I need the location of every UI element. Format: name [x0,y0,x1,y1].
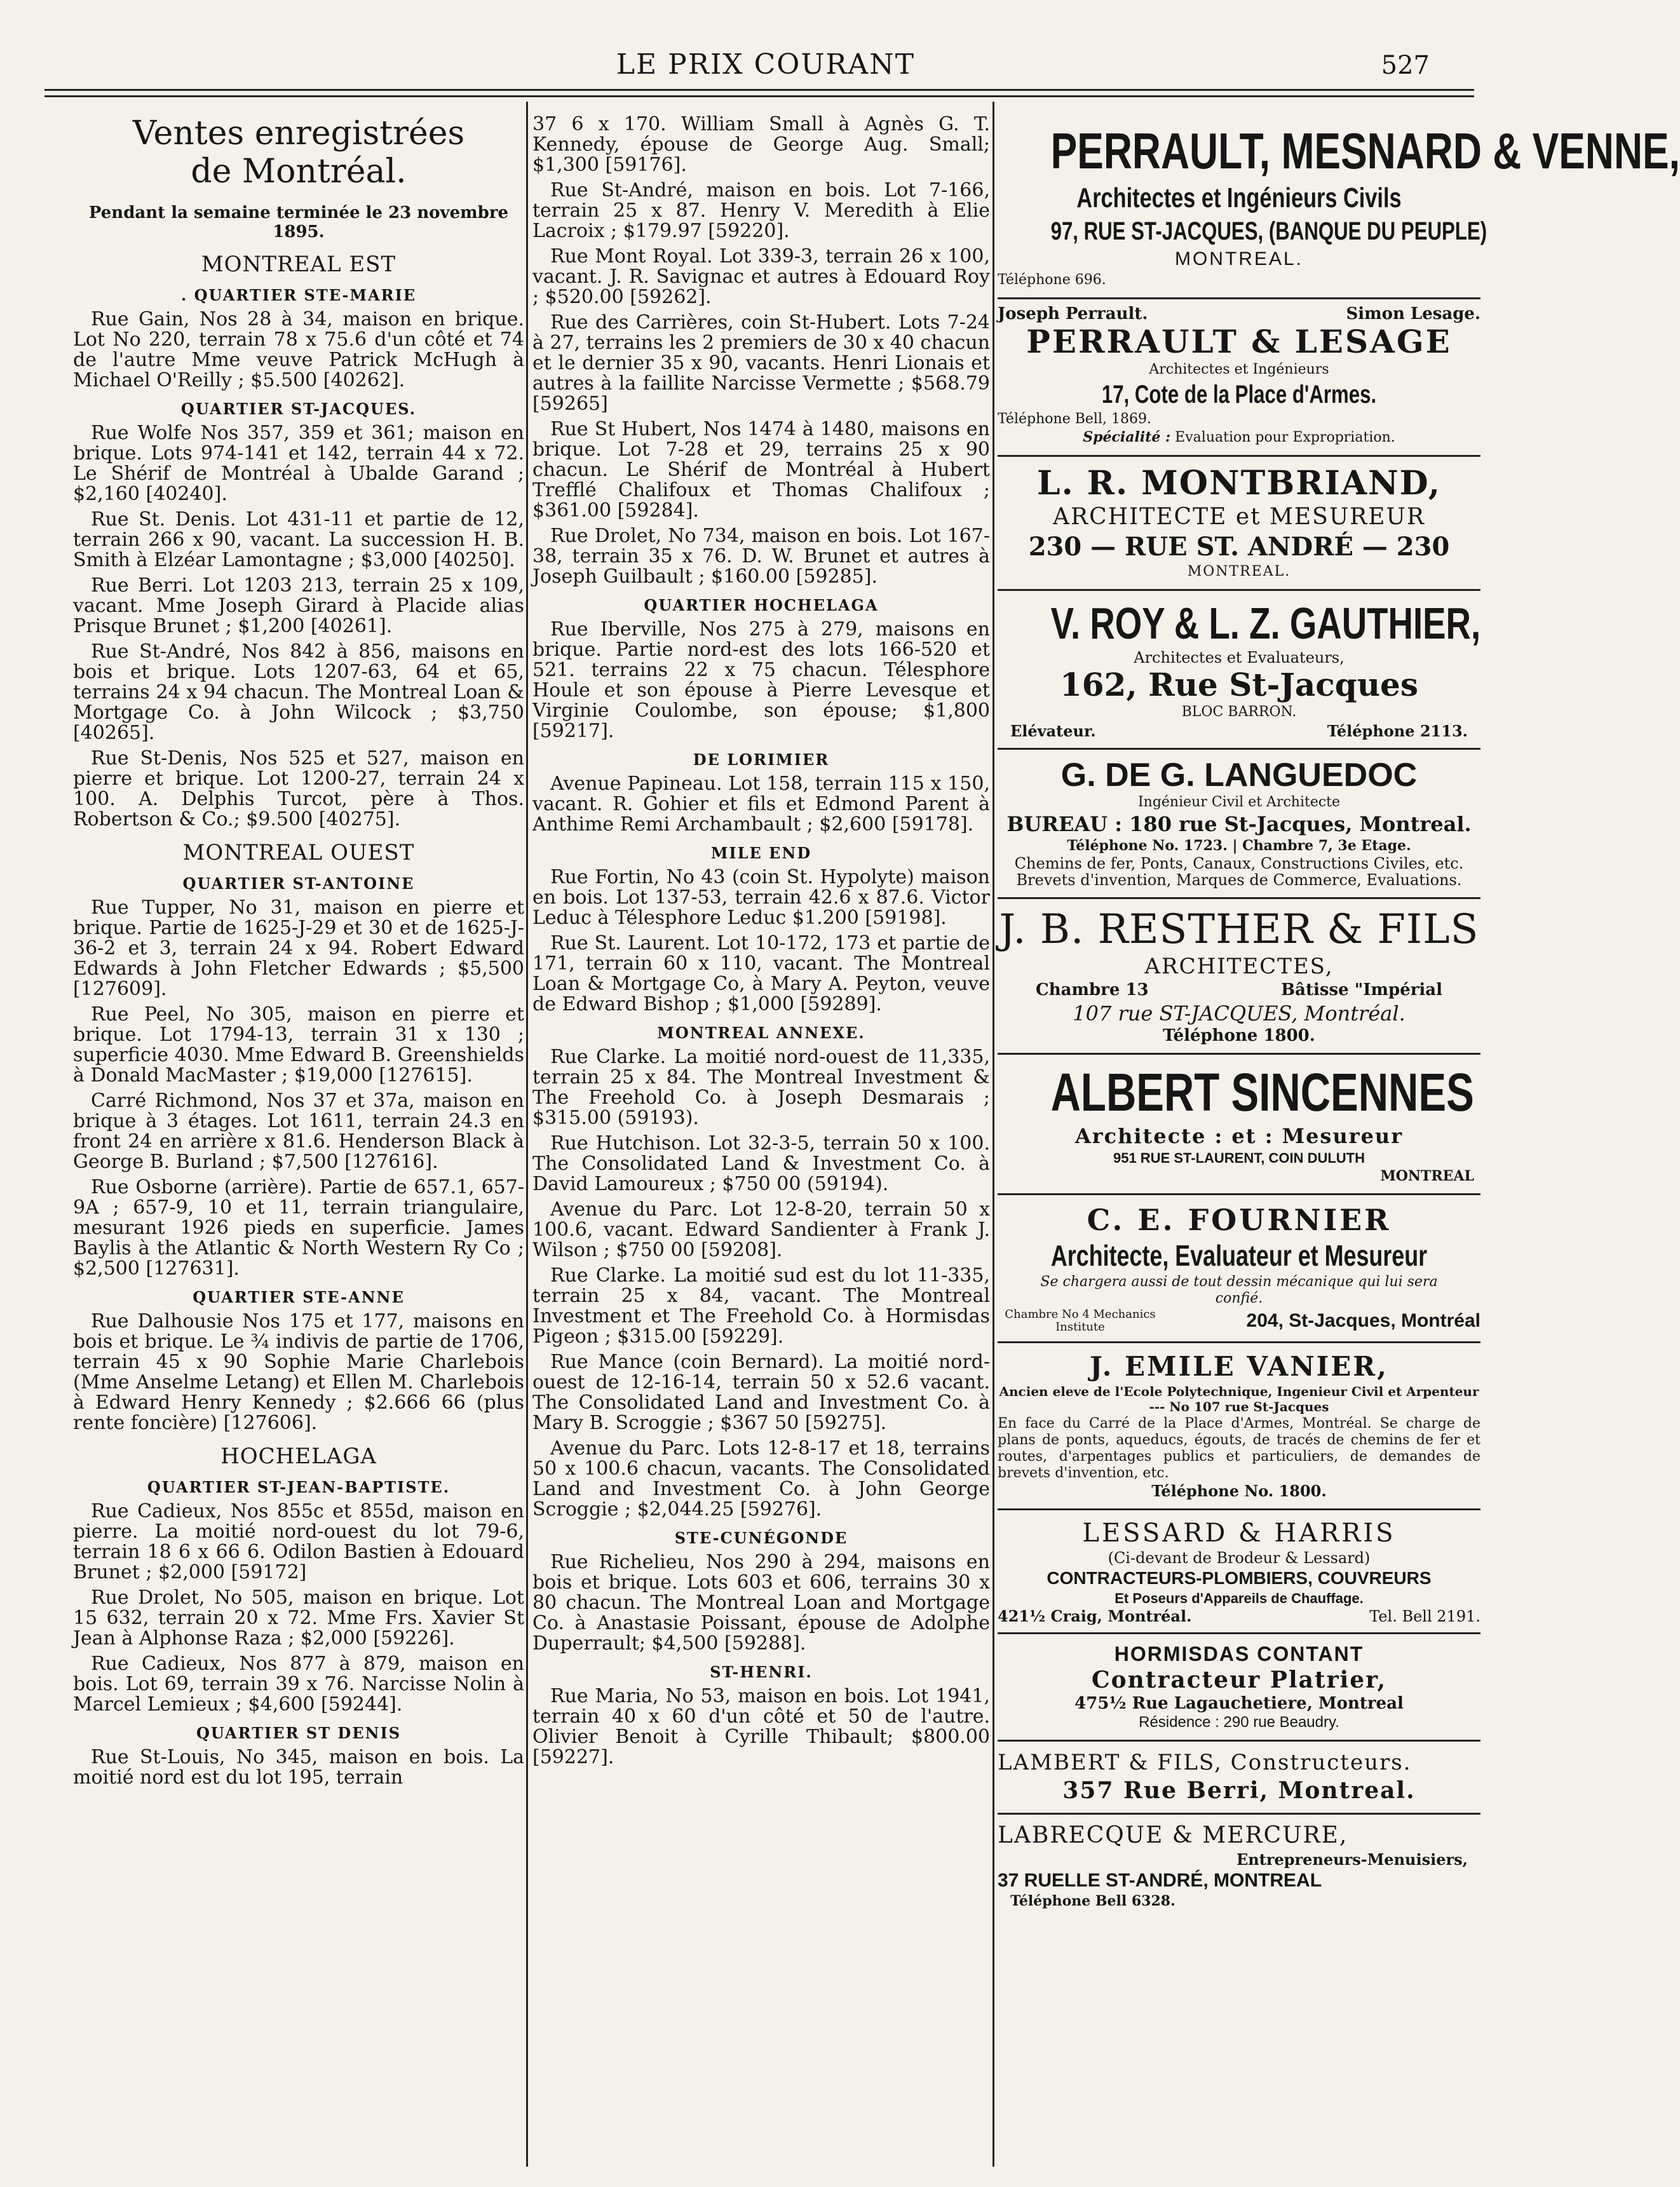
ad-address: 204, St-Jacques, Montréal [1246,1310,1480,1331]
ad-specialty: Evaluation pour Expropriation. [1175,430,1395,445]
ad-address: 951 RUE ST-LAURENT, COIN DULUTH [1113,1150,1365,1166]
ad-resther [998,899,1480,1055]
sale-listing: Rue St. Denis. Lot 431-11 et partie de 12, terrain 266 x 90, vacant. La succession H. B. Smith à Elzéar Lamontagne ; $3,000 [40250]. [73,508,524,571]
ad-elevator: Elévateur. [1010,722,1096,740]
ad-subtitle: Architectes et Ingénieurs Civils [1076,182,1402,213]
ad-city: MONTREAL [1380,1168,1474,1184]
sale-listing: Rue St-Louis, No 345, maison en bois. La moitié nord est du lot 195, terrain [73,1746,524,1789]
section-title-line1: Ventes enregistrées [132,114,465,152]
ad-subtitle-2: Et Poseurs d'Appareils de Chauffage. [1114,1590,1364,1606]
quarter-heading: DE LORIMIER [693,750,830,769]
ad-telephone: Téléphone No. 1723. | Chambre 7, 3e Etage. [1067,837,1411,854]
ad-name: ALBERT SINCENNES [1050,1062,1474,1122]
ad-address: 37 RUELLE ST-ANDRÉ, MONTREAL [998,1870,1322,1891]
ad-contant [998,1634,1480,1742]
quarter-heading: QUARTIER ST-JACQUES. [180,400,417,418]
ad-name: C. E. FOURNIER [1087,1203,1392,1237]
column-2 [532,114,990,2173]
ad-perrault-lesage [998,299,1480,457]
ad-residence: Résidence : 290 rue Beaudry. [1139,1714,1339,1731]
ad-name: LABRECQUE & MERCURE, [998,1822,1348,1848]
ad-lambert [998,1742,1480,1815]
sale-listing: Rue Mance (coin Bernard). La moitié nord-ouest de 12-16-14, terrain 50 x 52.6 vacant. The Consolidated Land and Investment Co. à Mary B. Scroggie ; $367 50 [59275]. [532,1351,990,1434]
ad-labrecque-mercure [998,1815,1480,1918]
ad-address: 421½ Craig, Montréal. [998,1607,1192,1625]
ad-partner-left: Joseph Perrault. [998,304,1148,323]
ad-name: LAMBERT & FILS, Constructeurs. [998,1750,1412,1775]
ad-montbriand [998,457,1480,591]
district-heading: MONTREAL OUEST [182,840,415,865]
sale-listing: Rue Mont Royal. Lot 339-3, terrain 26 x 100, vacant. J. R. Savignac et autres à Edouard Roy ; $520.00 [59262]. [532,245,990,308]
column-1 [73,114,524,2173]
ad-description: Chemins de fer, Ponts, Canaux, Constructions Civiles, etc. Brevets d'invention, Marques de Commerce, Evaluations. [1014,855,1464,889]
sale-listing: Rue St-André, maison en bois. Lot 7-166, terrain 25 x 87. Henry V. Meredith à Elie Lacroix ; $179.97 [59220]. [532,179,990,242]
ad-subtitle: Architectes et Evaluateurs, [1134,649,1345,667]
ad-address: 475½ Rue Lagauchetiere, Montreal [1074,1694,1404,1713]
page-number: 527 [1381,51,1430,80]
ad-telephone: Téléphone 696. [998,272,1106,288]
sale-listing: Avenue Papineau. Lot 158, terrain 115 x 150, vacant. R. Gohier et fils et Edmond Parent à Anthime Remi Archambault ; $2,600 [59178]. [532,773,990,836]
ad-address: 97, RUE ST-JACQUES, (BANQUE DU PEUPLE) [1050,217,1487,245]
sale-listing: Rue Peel, No 305, maison en pierre et brique. Lot 1794-13, terrain 31 x 130 ; superficie 4030. Mme Edward B. Greenshields à Donald MacMaster ; $19,000 [127615]. [73,1003,524,1087]
publication-title: LE PRIX COURANT [616,48,916,81]
ad-telephone: Téléphone 1800. [1163,1026,1315,1045]
sale-listing: Rue Dalhousie Nos 175 et 177, maisons en bois et brique. Le ¾ indivis de partie de 1706, terrain 45 x 90 Sophie Marie Charlebois (Mme Anselme Letang) et Ellen M. Charlebois à Edward Henry Kennedy ; $2.666 66 (plus rente foncière) [127606]. [73,1310,524,1434]
sale-listing: Rue St-Denis, Nos 525 et 527, maison en pierre et brique. Lot 1200-27, terrain 24 x 100. A. Delphis Turcot, père à Thos. Robertson & Co.; $9.500 [40275]. [73,747,524,830]
ad-name: PERRAULT & LESAGE [1026,323,1452,360]
ad-previous-name: (Ci-devant de Brodeur & Lessard) [1108,1549,1371,1567]
sale-listing: Rue Fortin, No 43 (coin St. Hypolyte) maison en bois. Lot 137-53, terrain 42.6 x 87.6. Victor Leduc à Télesphore Leduc $1.200 [59198]. [532,866,990,929]
ad-telephone: Téléphone Bell 6328. [1010,1893,1175,1909]
sale-listing: Rue Richelieu, Nos 290 à 294, maisons en bois et brique. Lots 603 et 606, terrains 30 x 80 chacun. The Montreal Loan and Mortgage Co. à Anastasie Poissant, épouse de Adolphe Duperrault; $4,500 [59288]. [532,1551,990,1655]
ad-city: MONTREAL. [1174,248,1304,269]
ad-description-2: En face du Carré de la Place d'Armes, Montréal. Se charge de plans de ponts, aqueducs, égouts, de tracés de chemins de fer et routes, d'arpentages publics et particuliers, de demandes de brevets d'invention, etc. [998,1416,1480,1481]
sale-listing: Rue Wolfe Nos 357, 359 et 361; maison en brique. Lots 974-141 et 142, terrain 44 x 72. Le Shérif de Montréal à Ubalde Garand ; $2,160 [40240]. [73,422,524,505]
sale-listing: Rue Iberville, Nos 275 à 279, maisons en brique. Partie nord-est des lots 166-520 et 521. terrains 22 x 75 chacun. Télesphore Houle et son épouse à Pierre Levesque et Virginie Coulombe, son épouse; $1,800 [59217]. [532,618,990,742]
sale-listing: Rue Clarke. La moitié sud est du lot 11-335, terrain 25 x 84, vacant. The Montreal Investment et The Freehold Co. à Hormisdas Pigeon ; $315.00 [59229]. [532,1264,990,1348]
quarter-heading: . QUARTIER STE-MARIE [180,286,417,304]
ad-languedoc [998,750,1480,899]
ad-telephone: Téléphone Bell, 1869. [998,411,1151,427]
ad-fournier [998,1195,1480,1343]
ad-subtitle: Architectes et Ingénieurs [1149,362,1329,377]
ad-subtitle: Architecte : et : Mesureur [1074,1124,1404,1148]
ad-name: HORMISDAS CONTANT [1114,1642,1364,1665]
quarter-heading: STE-CUNÉGONDE [674,1529,848,1547]
ad-city: MONTREAL. [1187,564,1291,579]
sale-listing: Rue St-André, Nos 842 à 856, maisons en bois et brique. Lots 1207-63, 64 et 65, terrains 24 x 94 chacun. The Montreal Loan & Mortgage Co. à John Wilcock ; $3,750 [40265]. [73,640,524,744]
section-title-line2: de Montréal. [191,152,407,191]
column-divider-1 [526,102,528,2167]
header-rule-bottom [44,95,1474,97]
sale-listing: Rue Clarke. La moitié nord-ouest de 11,335, terrain 25 x 84. The Montreal Investment & The Freehold Co. à Joseph Desmarais ; $315.00 (59193). [532,1046,990,1129]
ad-telephone: Tel. Bell 2191. [1369,1608,1480,1625]
ad-address: BUREAU : 180 rue St-Jacques, Montreal. [1006,812,1472,836]
quarter-heading: QUARTIER ST-JEAN-BAPTISTE. [147,1478,450,1496]
ad-sincennes [998,1055,1480,1195]
ad-address: 17, Cote de la Place d'Armes. [1101,381,1377,409]
ad-subtitle: Contracteur Platrier, [1091,1667,1386,1693]
sale-listing: Avenue du Parc. Lots 12-8-17 et 18, terrains 50 x 100.6 chacun, vacants. The Consolidated Land and Investment Co. à John George Scroggie ; $2,044.25 [59276]. [532,1437,990,1520]
sale-listing: Rue Drolet, No 734, maison en bois. Lot 167-38, terrain 35 x 76. D. W. Brunet et autres à Joseph Guilbault ; $160.00 [59285]. [532,525,990,588]
ad-telephone: Téléphone 2113. [1327,722,1468,740]
ad-name: V. ROY & L. Z. GAUTHIER, [1050,599,1481,648]
quarter-heading: MILE END [710,844,812,862]
ad-batisse: Bâtisse "Impérial [1281,980,1442,999]
ad-subtitle: ARCHITECTES, [1144,954,1334,979]
quarter-heading: QUARTIER HOCHELAGA [644,596,879,614]
sale-listing: Rue St. Laurent. Lot 10-172, 173 et partie de 171, terrain 60 x 110, vacant. The Montreal Loan & Mortgage Co, à Mary A. Peyton, veuve de Edward Bishop ; $1,000 [59289]. [532,932,990,1015]
sale-listing: Rue Osborne (arrière). Partie de 657.1, 657-9A ; 657-9, 10 et 11, terrain triangulaire, mesurant 1926 pieds en superficie. James Baylis à the Atlantic & North Western Ry Co ; $2,500 [127631]. [73,1176,524,1280]
column-1-listings [73,252,524,1788]
sale-listing: Rue Cadieux, Nos 855c et 855d, maison en pierre. La moitié nord-ouest du lot 79-6, terrain 18 6 x 66 6. Odilon Bastien à Edouard Brunet ; $2,000 [59172] [73,1500,524,1583]
sale-listing: Carré Richmond, Nos 37 et 37a, maison en brique à 3 étages. Lot 1611, terrain 24.3 en front 24 en arrière x 81.6. Henderson Black à George B. Burland ; $7,500 [127616]. [73,1090,524,1173]
ad-address: 230 — RUE ST. ANDRÉ — 230 [1028,532,1450,562]
district-heading: MONTREAL EST [201,252,396,277]
ad-address: 107 rue ST-JACQUES, Montréal. [1073,1001,1406,1026]
sale-listing: Rue Drolet, No 505, maison en brique. Lot 15 632, terrain 20 x 72. Mme Frs. Xavier St Jean à Alphonse Raza ; $2,000 [59226]. [73,1587,524,1649]
period-heading: Pendant la semaine terminée le 23 novembre 1895. [88,203,509,241]
ad-chambre: Chambre No 4 Mechanics Institute [1005,1308,1156,1334]
ad-partner-right: Simon Lesage. [1346,304,1480,323]
ad-vanier [998,1343,1480,1510]
ad-subtitle: ARCHITECTE et MESUREUR [1052,504,1426,530]
sale-listing: Rue Cadieux, Nos 877 à 879, maison en bois. Lot 69, terrain 39 x 76. Narcisse Nolin à Marcel Lemieux ; $4,600 [59244]. [73,1653,524,1716]
page-header [102,43,1430,94]
quarter-heading: QUARTIER STE-ANNE [193,1288,405,1306]
sale-listing: Rue Tupper, No 31, maison en pierre et brique. Partie de 1625-J-29 et 30 et de 1625-J-36-2 et 3, terrain 24 x 94. Robert Edward Edwards à John Fletcher Edwards ; $5,500 [127609]. [73,897,524,1000]
ad-name: J. B. RESTHER & FILS [999,906,1479,953]
quarter-heading: MONTREAL ANNEXE. [657,1024,865,1042]
ad-name: LESSARD & HARRIS [1082,1519,1396,1548]
sale-listing: Rue Gain, Nos 28 à 34, maison en brique. Lot No 220, terrain 78 x 75.6 d'un côté et 74 de l'autre Mme veuve Patrick McHugh à Michael O'Reilly ; $5.500 [40262]. [73,308,524,391]
sale-listing: Rue Berri. Lot 1203 213, terrain 25 x 109, vacant. Mme Joseph Girard à Placide alias Prisque Brunet ; $1,200 [40261]. [73,574,524,637]
sale-listing: Rue St Hubert, Nos 1474 à 1480, maisons en brique. Lot 7-28 et 29, terrains 25 x 90 chacun. Le Shérif de Montréal à Hubert Trefflé Chalifoux et Thomas Chalifoux ; $361.00 [59284]. [532,418,990,522]
ad-address: 162, Rue St-Jacques [1059,666,1419,703]
ad-description-1: Ancien eleve de l'Ecole Polytechnique, Ingenieur Civil et Arpenteur --- No 107 rue St-Jacques [999,1384,1479,1414]
district-heading: HOCHELAGA [220,1444,377,1469]
ad-roy-gauthier [998,591,1480,750]
ad-subtitle: Entrepreneurs-Menuisiers, [1236,1850,1468,1869]
ad-subtitle: Ingénieur Civil et Architecte [1137,794,1341,810]
ad-lessard-harris [998,1510,1480,1634]
ad-specialty-label: Spécialité : [1083,429,1171,445]
ad-telephone: Téléphone No. 1800. [1151,1482,1327,1500]
ad-subtitle: CONTRACTEURS-PLOMBIERS, COUVREURS [1047,1568,1432,1588]
quarter-heading: QUARTIER ST DENIS [196,1724,402,1742]
sale-listing: 37 6 x 170. William Small à Agnès G. T. Kennedy, épouse de George Aug. Small; $1,300 [59176]. [532,113,990,176]
quarter-heading: ST-HENRI. [710,1663,813,1681]
column-divider-2 [992,102,994,2167]
ad-name: J. EMILE VANIER, [1090,1351,1388,1382]
ad-subtitle: Architecte, Evaluateur et Mesureur [1050,1239,1428,1272]
column-2-listings [532,114,990,1768]
sale-listing: Rue des Carrières, coin St-Hubert. Lots 7-24 à 27, terrains les 2 premiers de 30 x 40 chacun et le dernier 35 x 90, vacants. Henri Lionais et autres à la faillite Narcisse Vermette ; $568.79 [59265] [532,311,990,415]
ad-chambre: Chambre 13 [1036,980,1149,999]
sale-listing: Rue Hutchison. Lot 32-3-5, terrain 50 x 100. The Consolidated Land & Investment Co. à David Lamoureux ; $750 00 (59194). [532,1132,990,1195]
ad-name: L. R. MONTBRIAND, [1037,464,1441,503]
ad-name: G. DE G. LANGUEDOC [1060,757,1418,794]
sale-listing: Avenue du Parc. Lot 12-8-20, terrain 50 x 100.6, vacant. Edward Sandienter à Frank J. Wilson ; $750 00 [59208]. [532,1198,990,1261]
quarter-heading: QUARTIER ST-ANTOINE [182,874,415,893]
advertisements-column [998,114,1680,2173]
ad-bloc: BLOC BARRON. [1181,704,1297,720]
ad-note: Se chargera aussi de tout dessin mécanique qui lui sera confié. [1040,1274,1438,1306]
ad-perrault-mesnard-venne [998,114,1680,299]
ad-name: PERRAULT, MESNARD & VENNE, [1050,123,1680,179]
sale-listing: Rue Maria, No 53, maison en bois. Lot 1941, terrain 40 x 60 d'un côté et 50 de l'autre. Olivier Benoit à Cyrille Thibault; $800.00 [59227]. [532,1685,990,1768]
header-rule-top [44,89,1474,91]
ad-address: 357 Rue Berri, Montreal. [1062,1777,1416,1804]
